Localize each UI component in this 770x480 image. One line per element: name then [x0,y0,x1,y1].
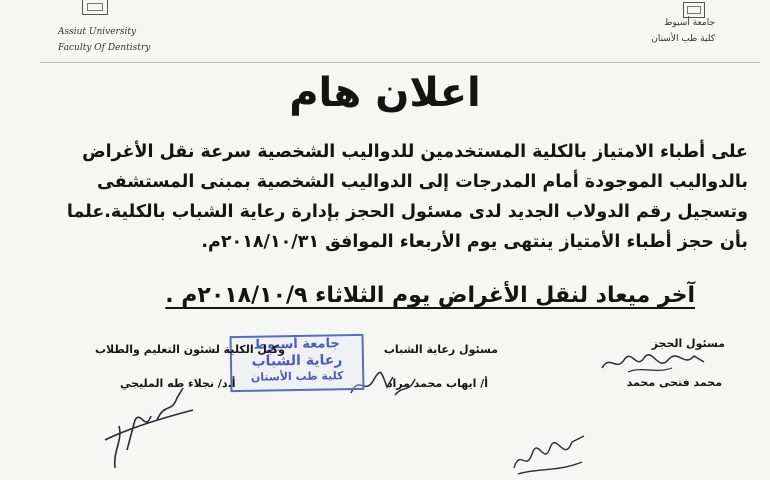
faculty-crest-icon [683,2,705,18]
vice-dean-signature [95,380,205,475]
vice-dean-name: أ.د/ نجلاء طه المليجي [120,377,236,390]
youth-care-officer-label: مسئول رعاية الشباب [383,343,498,356]
booking-officer-name: محمد فتحى محمد [626,376,722,389]
booking-officer-label: مسئول الحجز [651,337,725,350]
body-line: على أطباء الامتياز بالكلية المستخدمين للدواليب الشخصية سرعة نقل الأغراض [82,142,748,162]
faculty-name-ar: كلية طب الأسنان [651,34,715,44]
handwritten-annotation [510,428,590,478]
youth-care-officer-name: أ/ ايهاب محمد مراد [386,377,488,390]
university-name-en: Assiut University [58,27,137,37]
deadline-notice: آخر ميعاد لنقل الأغراض يوم الثلاثاء ٢٠١٨/١٠/٩م . [165,283,695,308]
university-crest-icon [82,0,108,15]
header-divider [40,62,760,63]
vice-dean-label: وكيل الكلية لشئون التعليم والطلاب [95,343,285,356]
announcement-body [18,137,748,257]
body-line: بالدواليب الموجودة أمام المدرجات إلى الدواليب الشخصية بمبنى المستشفى [96,172,748,192]
stamp-faculty: كلية طب الأسنان [250,369,344,384]
stamp-department: رعاية الشباب [251,352,343,370]
university-name-ar: جامعة أسيوط [664,18,715,28]
stamp-university: جامعة أسيوط [253,336,340,353]
announcement-title: اعلان هام [289,70,481,116]
body-line: بأن حجز أطباء الأمتياز ينتهى يوم الأربعاء الموافق ٢٠١٨/١٠/٣١م. [201,232,748,252]
body-line: وتسجيل رقم الدولاب الجديد لدى مسئول الحجز بإدارة رعاية الشباب بالكلية.علما [66,202,748,222]
faculty-name-en: Faculty Of Dentistry [58,43,151,53]
booking-officer-signature [598,348,708,378]
